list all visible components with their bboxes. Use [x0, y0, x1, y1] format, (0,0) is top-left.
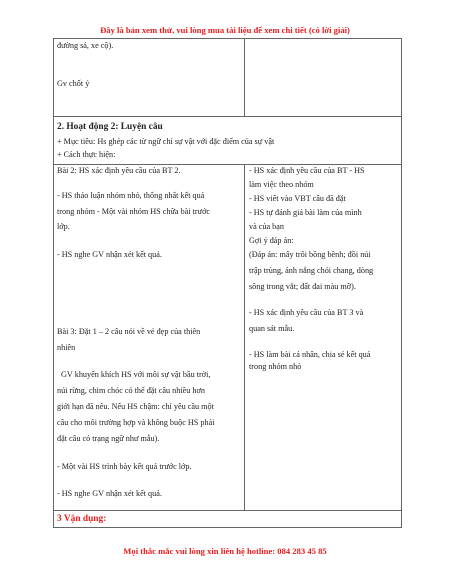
left-discuss-3: lớp.: [57, 222, 70, 231]
top-cell-line-2: Gv chốt ý: [57, 79, 90, 88]
left-guide-5: đặt câu có trạng ngữ như mẫu).: [57, 434, 160, 443]
preview-banner: Đây là bản xem thử, vui lòng mua tài liệu để xem chi tiết (có lời giải): [100, 25, 350, 35]
right-hint-label: Gợi ý đáp án:: [249, 236, 294, 245]
row-separator-1: [53, 116, 402, 117]
top-cell-line-1: đường sá, xe cộ).: [57, 41, 114, 50]
right-answer-1: (Đáp án: mây trôi bồng bềnh; đồi núi: [249, 250, 371, 259]
left-present: - Một vài HS trình bày kết quả trước lớp.: [57, 462, 192, 471]
right-selfcheck-2: và của bạn: [249, 222, 285, 231]
left-guide-1: GV khuyến khích HS với môi sự vật bầu trời,: [61, 370, 211, 379]
right-bt3-1: - HS xác định yêu cầu của BT 3 và: [249, 308, 364, 317]
left-bai2: Bài 2: HS xác định yêu cầu của BT 2.: [57, 166, 181, 175]
left-discuss-1: - HS thảo luận nhóm nhỏ, thống nhất kết quả: [57, 191, 205, 200]
left-feedback-2: - HS nghe GV nhận xét kết quả.: [57, 489, 162, 498]
column-separator-main: [244, 164, 245, 511]
section-3-title: 3 Vận dụng:: [57, 514, 107, 524]
left-discuss-2: trong nhóm - Một vài nhóm HS chữa bài trước: [57, 207, 211, 216]
table-border-left: [53, 38, 54, 528]
section-2-title: 2. Hoạt động 2: Luyện câu: [57, 122, 163, 132]
column-separator-top: [244, 38, 245, 117]
left-guide-2: núi rừng, chim chóc có thể đặt câu nhiều hơn: [57, 386, 205, 395]
left-bai3-2: nhiên: [57, 343, 76, 352]
left-bai3-1: Bài 3: Đặt 1 – 2 câu nói về vẻ đẹp của thiên: [57, 327, 201, 336]
left-guide-3: giới hạn đã nêu. Nếu HS chậm: chỉ yêu cầu một: [57, 402, 214, 411]
section-2-goal: + Mục tiêu: Hs ghép các từ ngữ chỉ sự vật với đặc điểm của sự vật: [57, 137, 275, 146]
right-individual-1: - HS làm bài cá nhân, chia sẻ kết quả: [249, 350, 371, 359]
right-task-1: - HS xác định yêu cầu của BT - HS: [249, 166, 365, 175]
left-guide-4: câu cho môi trường hợp và không buộc HS phải: [57, 418, 215, 427]
right-answer-3: sông trong vắt; đất đai màu mỡ).: [249, 282, 356, 291]
lesson-table: [53, 38, 402, 528]
table-border-right: [401, 38, 402, 528]
right-answer-2: trập trùng, ánh nắng chói chang, dòng: [249, 266, 374, 275]
right-write: - HS viết vào VBT câu đã đặt: [249, 194, 346, 203]
right-task-2: làm việc theo nhóm: [249, 180, 314, 189]
right-individual-2: trong nhóm nhỏ: [249, 362, 302, 371]
right-bt3-2: quan sát mẫu.: [249, 324, 295, 333]
row-separator-3: [53, 510, 402, 511]
table-border-bottom: [53, 527, 402, 528]
left-feedback-1: - HS nghe GV nhận xét kết quả.: [57, 250, 162, 259]
right-selfcheck-1: - HS tự đánh giá bài làm của mình: [249, 208, 362, 217]
section-2-method: + Cách thực hiện:: [57, 150, 116, 159]
hotline-footer: Mọi thắc mắc vui lòng xin liên hệ hotline: 084 283 45 85: [123, 546, 327, 556]
